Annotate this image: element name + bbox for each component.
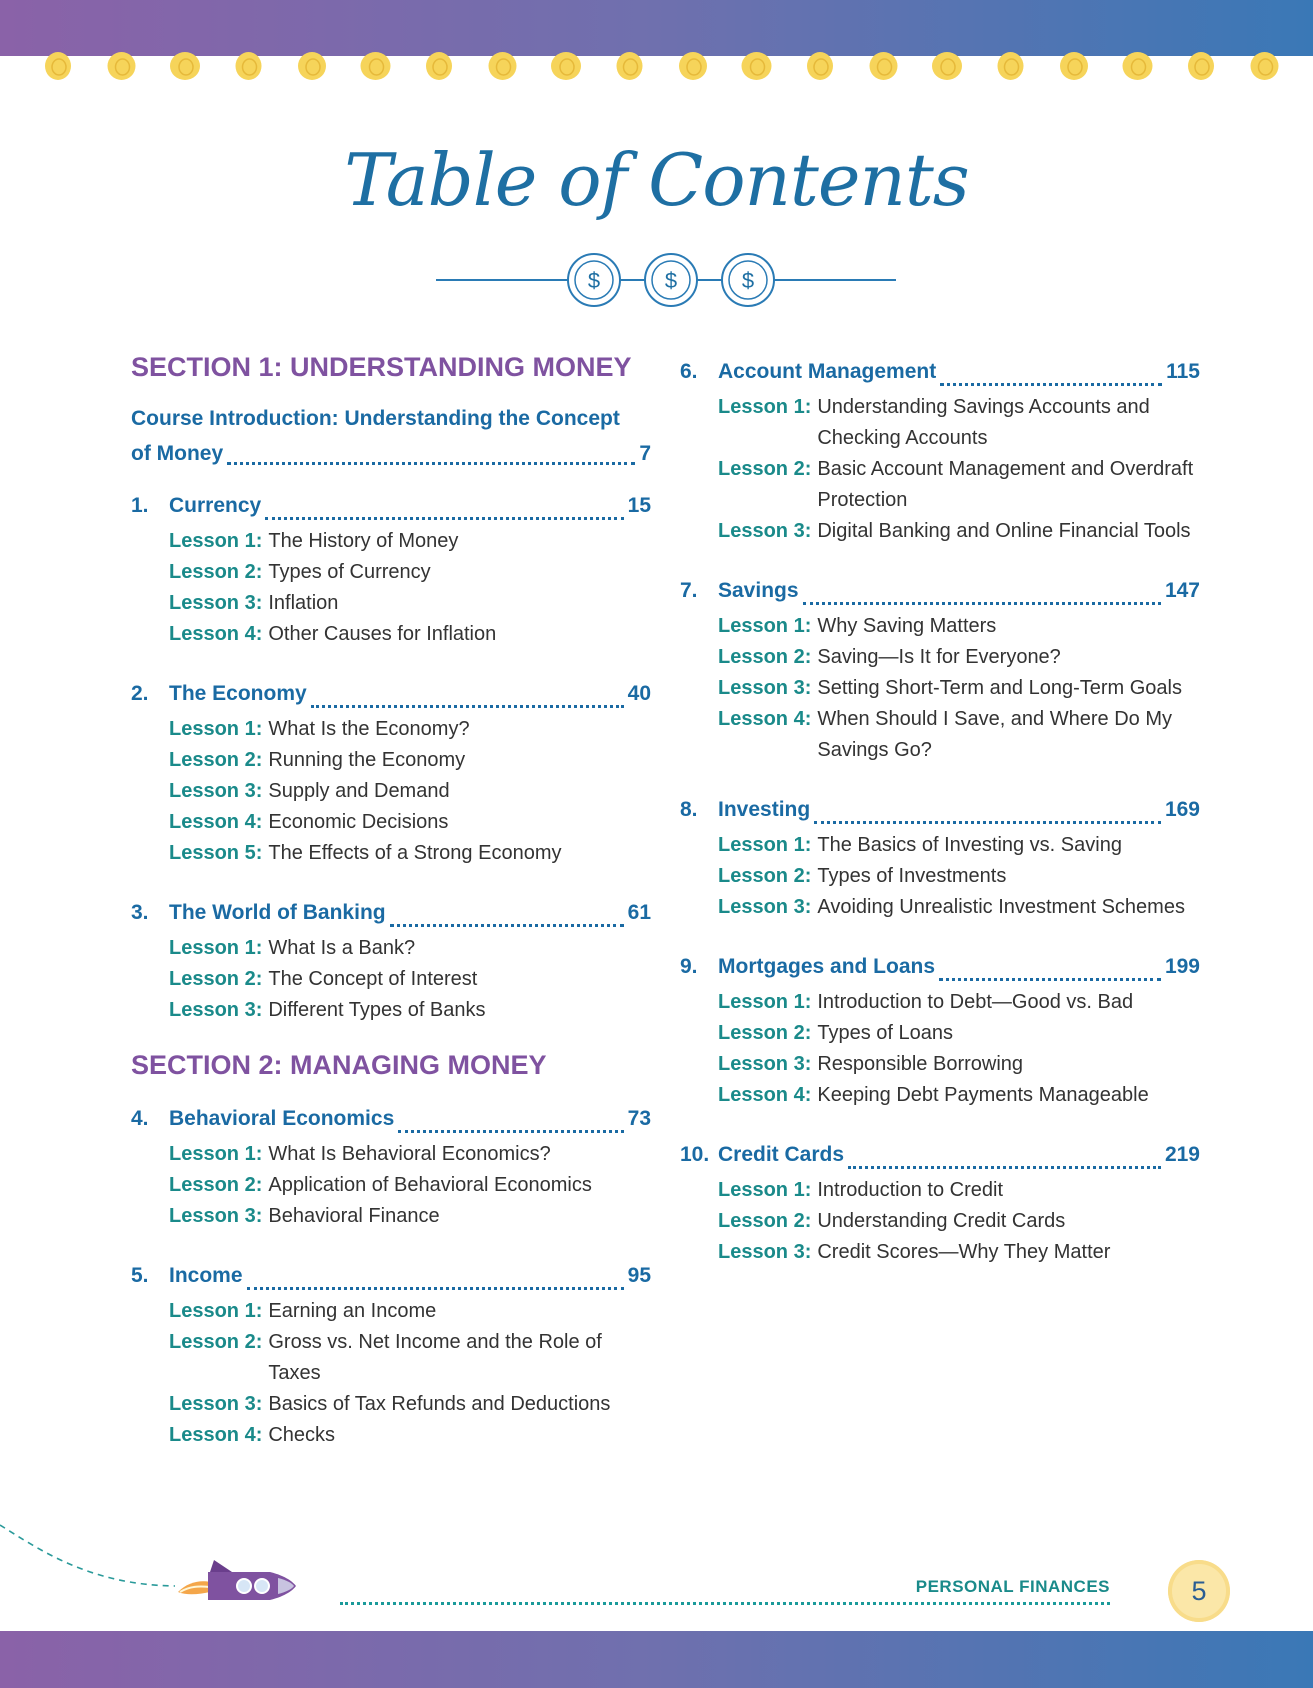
lesson-entry[interactable] xyxy=(718,673,1200,704)
chapter-list xyxy=(131,486,651,1026)
chapter-number: 8. xyxy=(680,798,698,821)
chapter-page-number: 147 xyxy=(1164,579,1200,602)
chapter-page-number: 40 xyxy=(627,682,651,705)
toc-intro-entry[interactable] xyxy=(131,401,651,471)
lesson-title: Introduction to Debt—Good vs. Bad xyxy=(817,991,1134,1013)
dot-leader xyxy=(940,383,1162,386)
lesson-entry[interactable] xyxy=(169,807,651,838)
lesson-entry[interactable] xyxy=(169,745,651,776)
chapter-page-number: 95 xyxy=(627,1264,651,1287)
lesson-entry[interactable] xyxy=(169,619,651,650)
lesson-entry[interactable] xyxy=(169,526,651,557)
lesson-entry[interactable] xyxy=(718,1175,1200,1206)
chapter-heading-link[interactable] xyxy=(680,1135,1200,1175)
lesson-list xyxy=(680,987,1200,1111)
lesson-label: Lesson 3: xyxy=(718,520,812,542)
lesson-list xyxy=(680,392,1200,547)
dot-leader xyxy=(939,978,1161,981)
dot-leader xyxy=(311,705,624,708)
coin-icon xyxy=(807,52,833,80)
coin-icon xyxy=(298,52,326,80)
chapter-number: 9. xyxy=(680,955,698,978)
lesson-label: Lesson 3: xyxy=(718,896,812,918)
toc-chapter xyxy=(680,790,1200,923)
chapter-title: Investing xyxy=(718,798,811,821)
toc-chapter xyxy=(680,352,1200,547)
coin-icon xyxy=(426,52,452,80)
lesson-label: Lesson 1: xyxy=(169,1300,263,1322)
lesson-list xyxy=(131,933,651,1026)
coin-icon xyxy=(617,52,643,80)
lesson-list xyxy=(131,714,651,869)
chapter-title: Account Management xyxy=(718,360,937,383)
dot-leader xyxy=(265,517,623,520)
lesson-title: Why Saving Matters xyxy=(817,615,997,637)
lesson-list xyxy=(131,1139,651,1232)
lesson-entry[interactable] xyxy=(169,588,651,619)
lesson-label: Lesson 2: xyxy=(169,1174,263,1196)
lesson-list xyxy=(680,830,1200,923)
lesson-entry[interactable] xyxy=(718,642,1200,673)
lesson-label: Lesson 1: xyxy=(169,718,263,740)
lesson-label: Lesson 3: xyxy=(718,1053,812,1075)
coin-icon xyxy=(998,52,1024,80)
lesson-label: Lesson 1: xyxy=(169,937,263,959)
coin-icon xyxy=(1123,52,1153,80)
lesson-entry[interactable] xyxy=(718,704,1200,766)
lesson-list xyxy=(680,611,1200,766)
lesson-title: Avoiding Unrealistic Investment Schemes xyxy=(817,896,1185,918)
lesson-title: Types of Currency xyxy=(268,561,431,583)
coin-icon xyxy=(1251,52,1279,80)
toc-chapter xyxy=(131,1256,651,1451)
coin-icon xyxy=(236,52,262,80)
page-title: Table of Contents xyxy=(344,138,969,222)
lesson-label: Lesson 4: xyxy=(718,1084,812,1106)
lesson-label: Lesson 2: xyxy=(718,1022,812,1044)
lesson-entry[interactable] xyxy=(169,557,651,588)
lesson-title: Keeping Debt Payments Manageable xyxy=(817,1084,1149,1106)
lesson-entry[interactable] xyxy=(718,1206,1200,1237)
lesson-title: Behavioral Finance xyxy=(268,1205,440,1227)
lesson-label: Lesson 3: xyxy=(718,1241,812,1263)
lesson-title: What Is Behavioral Economics? xyxy=(268,1143,551,1165)
section-heading: SECTION 2: MANAGING MONEY xyxy=(131,1050,547,1080)
lesson-title: Introduction to Credit xyxy=(817,1179,1004,1201)
lesson-entry[interactable] xyxy=(718,611,1200,642)
lesson-title: Credit Scores—Why They Matter xyxy=(817,1241,1111,1263)
lesson-title: Digital Banking and Online Financial Tools xyxy=(817,520,1191,542)
chapter-number: 5. xyxy=(131,1264,149,1287)
top-banner xyxy=(0,0,1313,56)
dot-leader xyxy=(247,1287,624,1290)
lesson-label: Lesson 1: xyxy=(169,1143,263,1165)
lesson-title: Other Causes for Inflation xyxy=(268,623,497,645)
chapter-heading-link[interactable] xyxy=(131,486,651,526)
chapter-title: Savings xyxy=(718,579,799,602)
coin-icon xyxy=(361,52,391,80)
lesson-label: Lesson 1: xyxy=(718,991,812,1013)
coin-icon xyxy=(108,52,136,80)
lesson-entry[interactable] xyxy=(169,1389,651,1420)
chapter-title: Credit Cards xyxy=(718,1143,845,1166)
lesson-title: Responsible Borrowing xyxy=(817,1053,1024,1075)
chapter-heading-link[interactable] xyxy=(680,571,1200,611)
toc-chapter xyxy=(131,486,651,650)
lesson-title: Inflation xyxy=(268,592,339,614)
lesson-title: Types of Investments xyxy=(817,865,1007,887)
lesson-entry[interactable] xyxy=(718,1237,1200,1268)
dot-leader xyxy=(390,924,624,927)
lesson-title: Understanding Savings Accounts and Checking Accounts xyxy=(817,396,1150,449)
coin-icon xyxy=(1188,52,1214,80)
lesson-label: Lesson 2: xyxy=(169,1331,263,1353)
lesson-label: Lesson 2: xyxy=(169,561,263,583)
lesson-entry[interactable] xyxy=(169,995,651,1026)
lesson-title: Application of Behavioral Economics xyxy=(268,1174,592,1196)
lesson-entry[interactable] xyxy=(169,1170,651,1201)
dot-leader xyxy=(398,1130,623,1133)
lesson-title: The Effects of a Strong Economy xyxy=(268,842,562,864)
lesson-title: Earning an Income xyxy=(268,1300,437,1322)
lesson-list xyxy=(680,1175,1200,1268)
lesson-label: Lesson 3: xyxy=(169,592,263,614)
lesson-entry[interactable] xyxy=(169,1296,651,1327)
lesson-label: Lesson 2: xyxy=(718,1210,812,1232)
chapter-number: 3. xyxy=(131,901,149,924)
lesson-label: Lesson 2: xyxy=(169,749,263,771)
rocket-decoration xyxy=(0,1520,300,1600)
chapter-title: Income xyxy=(169,1264,243,1287)
chapter-list xyxy=(680,352,1200,1268)
chapter-title: Mortgages and Loans xyxy=(718,955,936,978)
chapter-page-number: 199 xyxy=(1164,955,1200,978)
lesson-entry[interactable] xyxy=(169,933,651,964)
lesson-label: Lesson 5: xyxy=(169,842,263,864)
lesson-list xyxy=(131,526,651,650)
chapter-number: 6. xyxy=(680,360,698,383)
dot-leader xyxy=(227,462,635,465)
lesson-label: Lesson 1: xyxy=(718,1179,812,1201)
chapter-heading-link[interactable] xyxy=(680,790,1200,830)
lesson-entry[interactable] xyxy=(718,1080,1200,1111)
chapter-number: 2. xyxy=(131,682,149,705)
lesson-entry[interactable] xyxy=(718,1018,1200,1049)
lesson-label: Lesson 1: xyxy=(169,530,263,552)
svg-text:$: $ xyxy=(664,268,678,293)
lesson-title: Saving—Is It for Everyone? xyxy=(817,646,1061,668)
toc-right-column xyxy=(680,352,1200,1292)
coin-icon xyxy=(742,52,772,80)
chapter-heading-link[interactable] xyxy=(680,947,1200,987)
bottom-banner xyxy=(0,1631,1313,1688)
lesson-title: Running the Economy xyxy=(268,749,466,771)
chapter-page-number: 61 xyxy=(627,901,651,924)
chapter-number: 7. xyxy=(680,579,698,602)
lesson-title: The Basics of Investing vs. Saving xyxy=(817,834,1122,856)
lesson-entry[interactable] xyxy=(169,776,651,807)
lesson-entry[interactable] xyxy=(169,1327,651,1389)
lesson-label: Lesson 3: xyxy=(169,1393,263,1415)
lesson-entry[interactable] xyxy=(169,714,651,745)
lesson-title: What Is a Bank? xyxy=(268,937,416,959)
lesson-entry[interactable] xyxy=(718,516,1200,547)
chapter-page-number: 73 xyxy=(627,1107,651,1130)
lesson-title: Checks xyxy=(268,1424,336,1446)
toc-chapter xyxy=(680,1135,1200,1268)
coin-icon xyxy=(551,52,581,80)
lesson-entry[interactable] xyxy=(169,1420,651,1451)
page-number-badge: 5 xyxy=(1168,1560,1230,1622)
lesson-title: Gross vs. Net Income and the Role of Taxes xyxy=(268,1331,602,1384)
coin-icon xyxy=(45,52,71,80)
chapter-number: 4. xyxy=(131,1107,149,1130)
intro-title-line1: Course Introduction: Understanding the Concept xyxy=(131,407,620,430)
lesson-entry[interactable] xyxy=(718,392,1200,454)
chapter-title: The Economy xyxy=(169,682,307,705)
chapter-number: 1. xyxy=(131,494,149,517)
lesson-title: What Is the Economy? xyxy=(268,718,470,740)
lesson-label: Lesson 4: xyxy=(169,811,263,833)
dollar-coin-icon xyxy=(568,254,620,306)
lesson-title: Supply and Demand xyxy=(268,780,450,802)
chapter-heading-link[interactable] xyxy=(131,674,651,714)
chapter-title: Behavioral Economics xyxy=(169,1107,395,1130)
dollar-coin-icon xyxy=(645,254,697,306)
chapter-heading-link[interactable] xyxy=(680,352,1200,392)
lesson-entry[interactable] xyxy=(718,892,1200,923)
chapter-title: The World of Banking xyxy=(169,901,386,924)
lesson-entry[interactable] xyxy=(169,1201,651,1232)
lesson-entry[interactable] xyxy=(718,987,1200,1018)
coin-icon xyxy=(870,52,898,80)
coin-icon xyxy=(170,52,200,80)
chapter-list xyxy=(131,1099,651,1451)
lesson-title: The Concept of Interest xyxy=(268,968,478,990)
chapter-heading-link[interactable] xyxy=(131,893,651,933)
chapter-heading-link[interactable] xyxy=(131,1256,651,1296)
lesson-title: Basic Account Management and Overdraft Protection xyxy=(817,458,1194,511)
lesson-label: Lesson 1: xyxy=(718,834,812,856)
toc-chapter xyxy=(131,674,651,869)
lesson-entry[interactable] xyxy=(718,454,1200,516)
chapter-page-number: 219 xyxy=(1164,1143,1200,1166)
lesson-title: The History of Money xyxy=(268,530,459,552)
coin-icon xyxy=(679,52,707,80)
lesson-title: Basics of Tax Refunds and Deductions xyxy=(268,1393,611,1415)
footer-book-title: PERSONAL FINANCES xyxy=(915,1577,1110,1596)
lesson-entry[interactable] xyxy=(718,1049,1200,1080)
lesson-list xyxy=(131,1296,651,1451)
toc-chapter xyxy=(131,1099,651,1232)
lesson-label: Lesson 2: xyxy=(718,458,812,480)
lesson-title: Economic Decisions xyxy=(268,811,449,833)
chapter-page-number: 15 xyxy=(627,494,651,517)
lesson-entry[interactable] xyxy=(718,861,1200,892)
lesson-entry[interactable] xyxy=(169,838,651,869)
lesson-label: Lesson 2: xyxy=(169,968,263,990)
intro-title-line2: of Money xyxy=(131,442,224,465)
svg-text:$: $ xyxy=(741,268,755,293)
lesson-label: Lesson 1: xyxy=(718,615,812,637)
lesson-label: Lesson 2: xyxy=(718,646,812,668)
lesson-title: Types of Loans xyxy=(817,1022,954,1044)
coin-row xyxy=(0,50,1313,86)
toc-chapter xyxy=(680,947,1200,1111)
coin-icon xyxy=(932,52,962,80)
lesson-entry[interactable] xyxy=(718,830,1200,861)
toc-chapter xyxy=(131,893,651,1026)
chapter-heading-link[interactable] xyxy=(131,1099,651,1139)
lesson-label: Lesson 4: xyxy=(169,1424,263,1446)
chapter-title: Currency xyxy=(169,494,262,517)
section-heading: SECTION 1: UNDERSTANDING MONEY xyxy=(131,352,632,382)
lesson-label: Lesson 3: xyxy=(718,677,812,699)
coin-icon xyxy=(489,52,517,80)
lesson-label: Lesson 1: xyxy=(718,396,812,418)
coin-icon xyxy=(1060,52,1088,80)
chapter-page-number: 169 xyxy=(1164,798,1200,821)
lesson-label: Lesson 4: xyxy=(169,623,263,645)
dot-leader xyxy=(848,1166,1161,1169)
chapter-page-number: 115 xyxy=(1166,360,1200,383)
lesson-label: Lesson 2: xyxy=(718,865,812,887)
toc-left-column xyxy=(131,352,651,1475)
svg-text:$: $ xyxy=(587,268,601,293)
lesson-label: Lesson 3: xyxy=(169,1205,263,1227)
lesson-label: Lesson 3: xyxy=(169,999,263,1021)
footer-divider xyxy=(340,1602,1110,1605)
dollar-coin-icon xyxy=(722,254,774,306)
intro-page-number: 7 xyxy=(639,442,651,465)
lesson-entry[interactable] xyxy=(169,964,651,995)
lesson-title: Different Types of Banks xyxy=(268,999,486,1021)
lesson-label: Lesson 3: xyxy=(169,780,263,802)
chapter-number: 10. xyxy=(680,1143,710,1166)
lesson-title: Setting Short-Term and Long-Term Goals xyxy=(817,677,1182,699)
lesson-title: When Should I Save, and Where Do My Savings Go? xyxy=(817,708,1172,761)
lesson-title: Understanding Credit Cards xyxy=(817,1210,1066,1232)
rocket-icon xyxy=(178,1560,296,1600)
dot-leader xyxy=(814,821,1161,824)
title-ornament xyxy=(436,250,896,310)
dot-leader xyxy=(803,602,1161,605)
toc-chapter xyxy=(680,571,1200,766)
lesson-label: Lesson 4: xyxy=(718,708,812,730)
lesson-entry[interactable] xyxy=(169,1139,651,1170)
